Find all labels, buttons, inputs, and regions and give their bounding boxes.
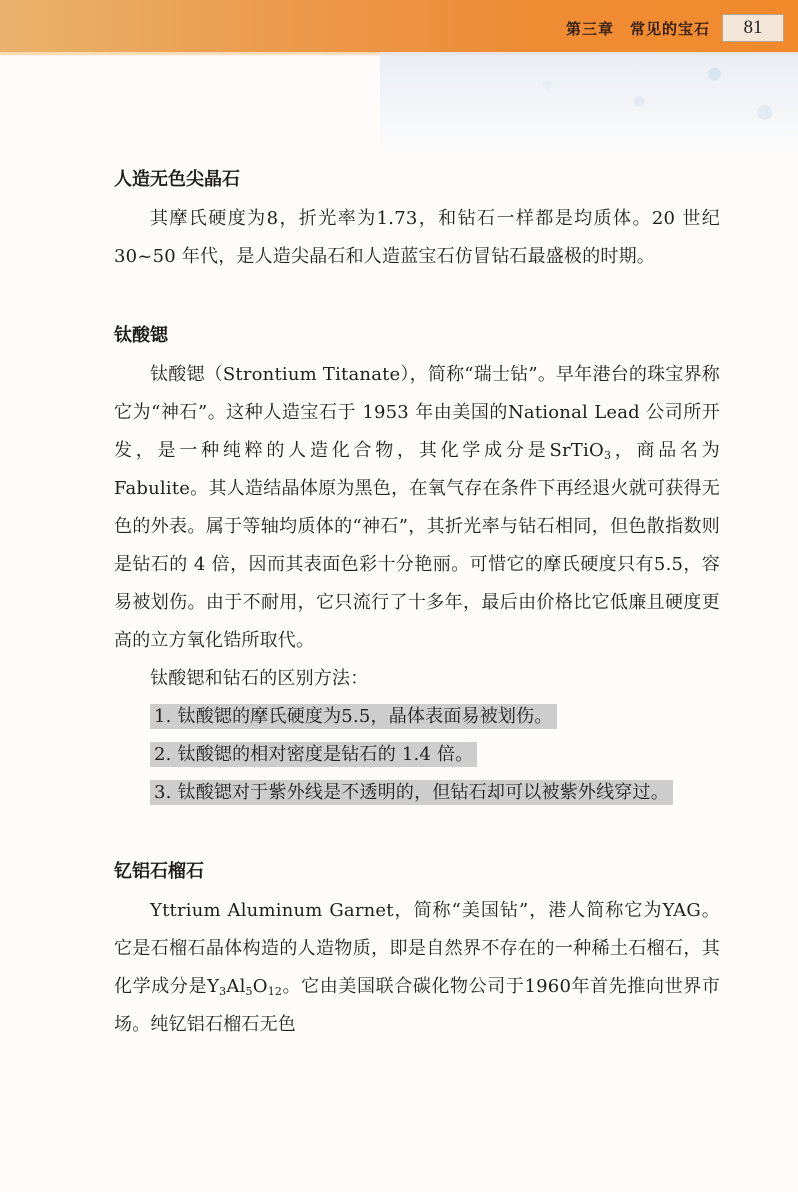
text-run: 钛酸锶（Strontium Titanate），简称“瑞士钻”。早年港台的珠宝界称它为“神石”。这种人造宝石于 1953 年由美国的National Lead 公司所开发，是一种纯粹的人造化合物，其化学成分是 bbox=[114, 364, 720, 461]
section-title: 人造无色尖晶石 bbox=[114, 169, 240, 190]
chemical-formula bbox=[207, 976, 282, 997]
section-title: 钛酸锶 bbox=[114, 325, 168, 346]
formula-subscript: 3 bbox=[219, 985, 227, 998]
chapter-title: 第三章 常见的宝石 bbox=[565, 20, 710, 38]
text-run: 。它由美国联合碳化物公司于1960年首先推向世界市场。纯钇铝石榴石无色 bbox=[114, 976, 721, 1035]
section-yag bbox=[114, 852, 720, 1044]
formula-part: O bbox=[252, 976, 268, 997]
formula-part: Y bbox=[207, 976, 220, 997]
paragraph bbox=[114, 892, 720, 1044]
page-number: 81 bbox=[722, 14, 784, 42]
formula-subscript: 12 bbox=[267, 985, 283, 998]
diff-item bbox=[114, 736, 720, 774]
paragraph: 钛酸锶和钻石的区别方法： bbox=[150, 668, 369, 689]
snowflake-decoration bbox=[380, 52, 798, 162]
highlighted-text: 3. 钛酸锶对于紫外线是不透明的，但钻石却可以被紫外线穿过。 bbox=[150, 780, 673, 805]
formula-part: SrTiO bbox=[549, 440, 604, 461]
formula-subscript: 3 bbox=[603, 449, 612, 462]
highlighted-text: 1. 钛酸锶的摩氏硬度为5.5，晶体表面易被划伤。 bbox=[150, 704, 557, 729]
formula-subscript: 5 bbox=[245, 985, 253, 998]
paragraph bbox=[114, 356, 720, 660]
formula-part: Al bbox=[226, 976, 246, 997]
chemical-formula bbox=[549, 440, 611, 461]
highlighted-text: 2. 钛酸锶的相对密度是钻石的 1.4 倍。 bbox=[150, 742, 477, 767]
text-run: Yttrium Aluminum Garnet，简称“美国钻”，港人简称它为YAG。它是石榴石晶体构造的人造物质，即是自然界不存在的一种稀土石榴石，其化学成分是 bbox=[114, 900, 720, 997]
section-title: 钇铝石榴石 bbox=[114, 861, 204, 882]
section-strontium-titanate bbox=[114, 316, 720, 812]
paragraph: 其摩氏硬度为8，折光率为1.73，和钻石一样都是均质体。20 世纪 30~50 年代，是人造尖晶石和人造蓝宝石仿冒钻石最盛极的时期。 bbox=[114, 208, 720, 267]
diff-item bbox=[114, 774, 720, 812]
diff-item bbox=[114, 698, 720, 736]
header-band bbox=[0, 0, 798, 52]
text-run: ，商品名为Fabulite。其人造结晶体原为黑色，在氧气存在条件下再经退火就可获得无色的外表。属于等轴均质体的“神石”，其折光率与钻石相同，但色散指数则是钻石的 4 倍，因而其表面色彩十分艳丽。可惜它的摩氏硬度只有5.5，容易被划伤。由于不耐用，它只流行了十多年，最后由价格比它低廉且硬度更高的立方氧化锆所取代。 bbox=[114, 440, 721, 651]
section-spinel bbox=[114, 160, 720, 276]
page-content bbox=[114, 160, 720, 1044]
